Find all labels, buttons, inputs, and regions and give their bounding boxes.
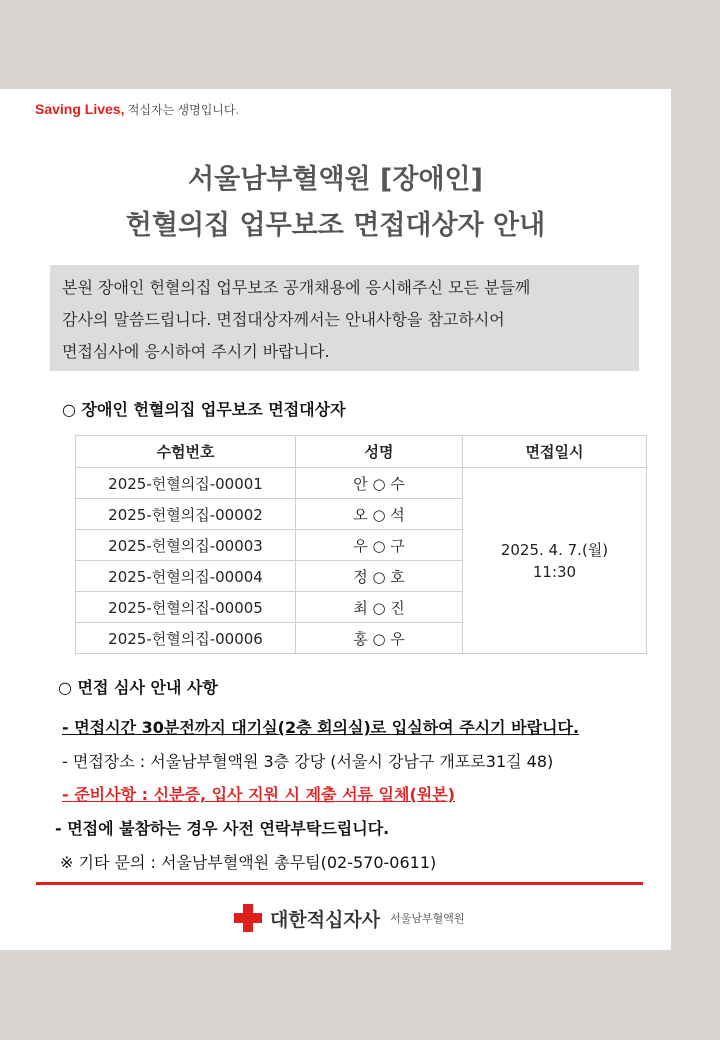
intro-line-1: 본원 장애인 헌혈의집 업무보조 공개채용에 응시해주신 모든 분들께 [62, 278, 531, 297]
footer-org-name: 대한적십자사 [270, 908, 381, 931]
guide-note-preparation: - 준비사항 : 신분증, 입사 지원 시 제출 서류 일체(원본) [62, 785, 455, 804]
intro-line-2: 감사의 말씀드립니다. 면접대상자께서는 안내사항을 참고하시어 [62, 310, 505, 329]
candidate-name: 우 ○ 구 [296, 530, 463, 561]
red-cross-icon [234, 904, 262, 932]
candidate-name: 홍 ○ 우 [296, 623, 463, 654]
page-title-line1: 서울남부혈액원 [장애인] [188, 164, 483, 195]
interview-date: 2025. 4. 7.(월) [500, 540, 609, 559]
candidates-heading: ○ 장애인 헌혈의집 업무보조 면접대상자 [62, 400, 346, 419]
guide-note-arrival: - 면접시간 30분전까지 대기실(2층 회의실)로 입실하여 주시기 바랍니다. [62, 718, 580, 737]
guide-note-absence: - 면접에 불참하는 경우 사전 연락부탁드립니다. [55, 819, 390, 838]
page-title-line2: 헌혈의집 업무보조 면접대상자 안내 [125, 210, 546, 241]
column-header-name: 성명 [296, 436, 463, 468]
slogan [35, 101, 239, 118]
interview-time: 11:30 [532, 562, 577, 581]
slogan-brand: Saving Lives, [35, 101, 125, 117]
table-header-row [76, 436, 647, 468]
guide-note-contact: ※ 기타 문의 : 서울남부혈액원 총무팀(02-570-0611) [60, 853, 437, 872]
interview-datetime [463, 468, 647, 654]
footer-branch-name: 서울남부혈액원 [390, 912, 465, 925]
candidate-id: 2025-헌혈의집-00006 [76, 623, 296, 654]
column-header-datetime: 면접일시 [463, 436, 647, 468]
notice-sheet [0, 89, 671, 950]
candidate-id: 2025-헌혈의집-00003 [76, 530, 296, 561]
candidate-id: 2025-헌혈의집-00001 [76, 468, 296, 499]
candidate-name: 오 ○ 석 [296, 499, 463, 530]
intro-line-3: 면접심사에 응시하여 주시기 바랍니다. [62, 342, 330, 361]
footer-divider [36, 882, 643, 885]
slogan-tagline: 적십자는 생명입니다. [127, 103, 239, 117]
footer-logo [234, 904, 465, 932]
guide-heading: ○ 면접 심사 안내 사항 [58, 678, 218, 697]
candidate-name: 정 ○ 호 [296, 561, 463, 592]
table-row [76, 468, 647, 499]
intro-box [50, 265, 639, 371]
candidate-name: 최 ○ 진 [296, 592, 463, 623]
candidate-id: 2025-헌혈의집-00005 [76, 592, 296, 623]
candidates-table [75, 435, 647, 654]
column-header-id: 수험번호 [76, 436, 296, 468]
guide-note-location: - 면접장소 : 서울남부혈액원 3층 강당 (서울시 강남구 개포로31길 48) [62, 752, 554, 771]
candidate-name: 안 ○ 수 [296, 468, 463, 499]
candidate-id: 2025-헌혈의집-00002 [76, 499, 296, 530]
candidate-id: 2025-헌혈의집-00004 [76, 561, 296, 592]
